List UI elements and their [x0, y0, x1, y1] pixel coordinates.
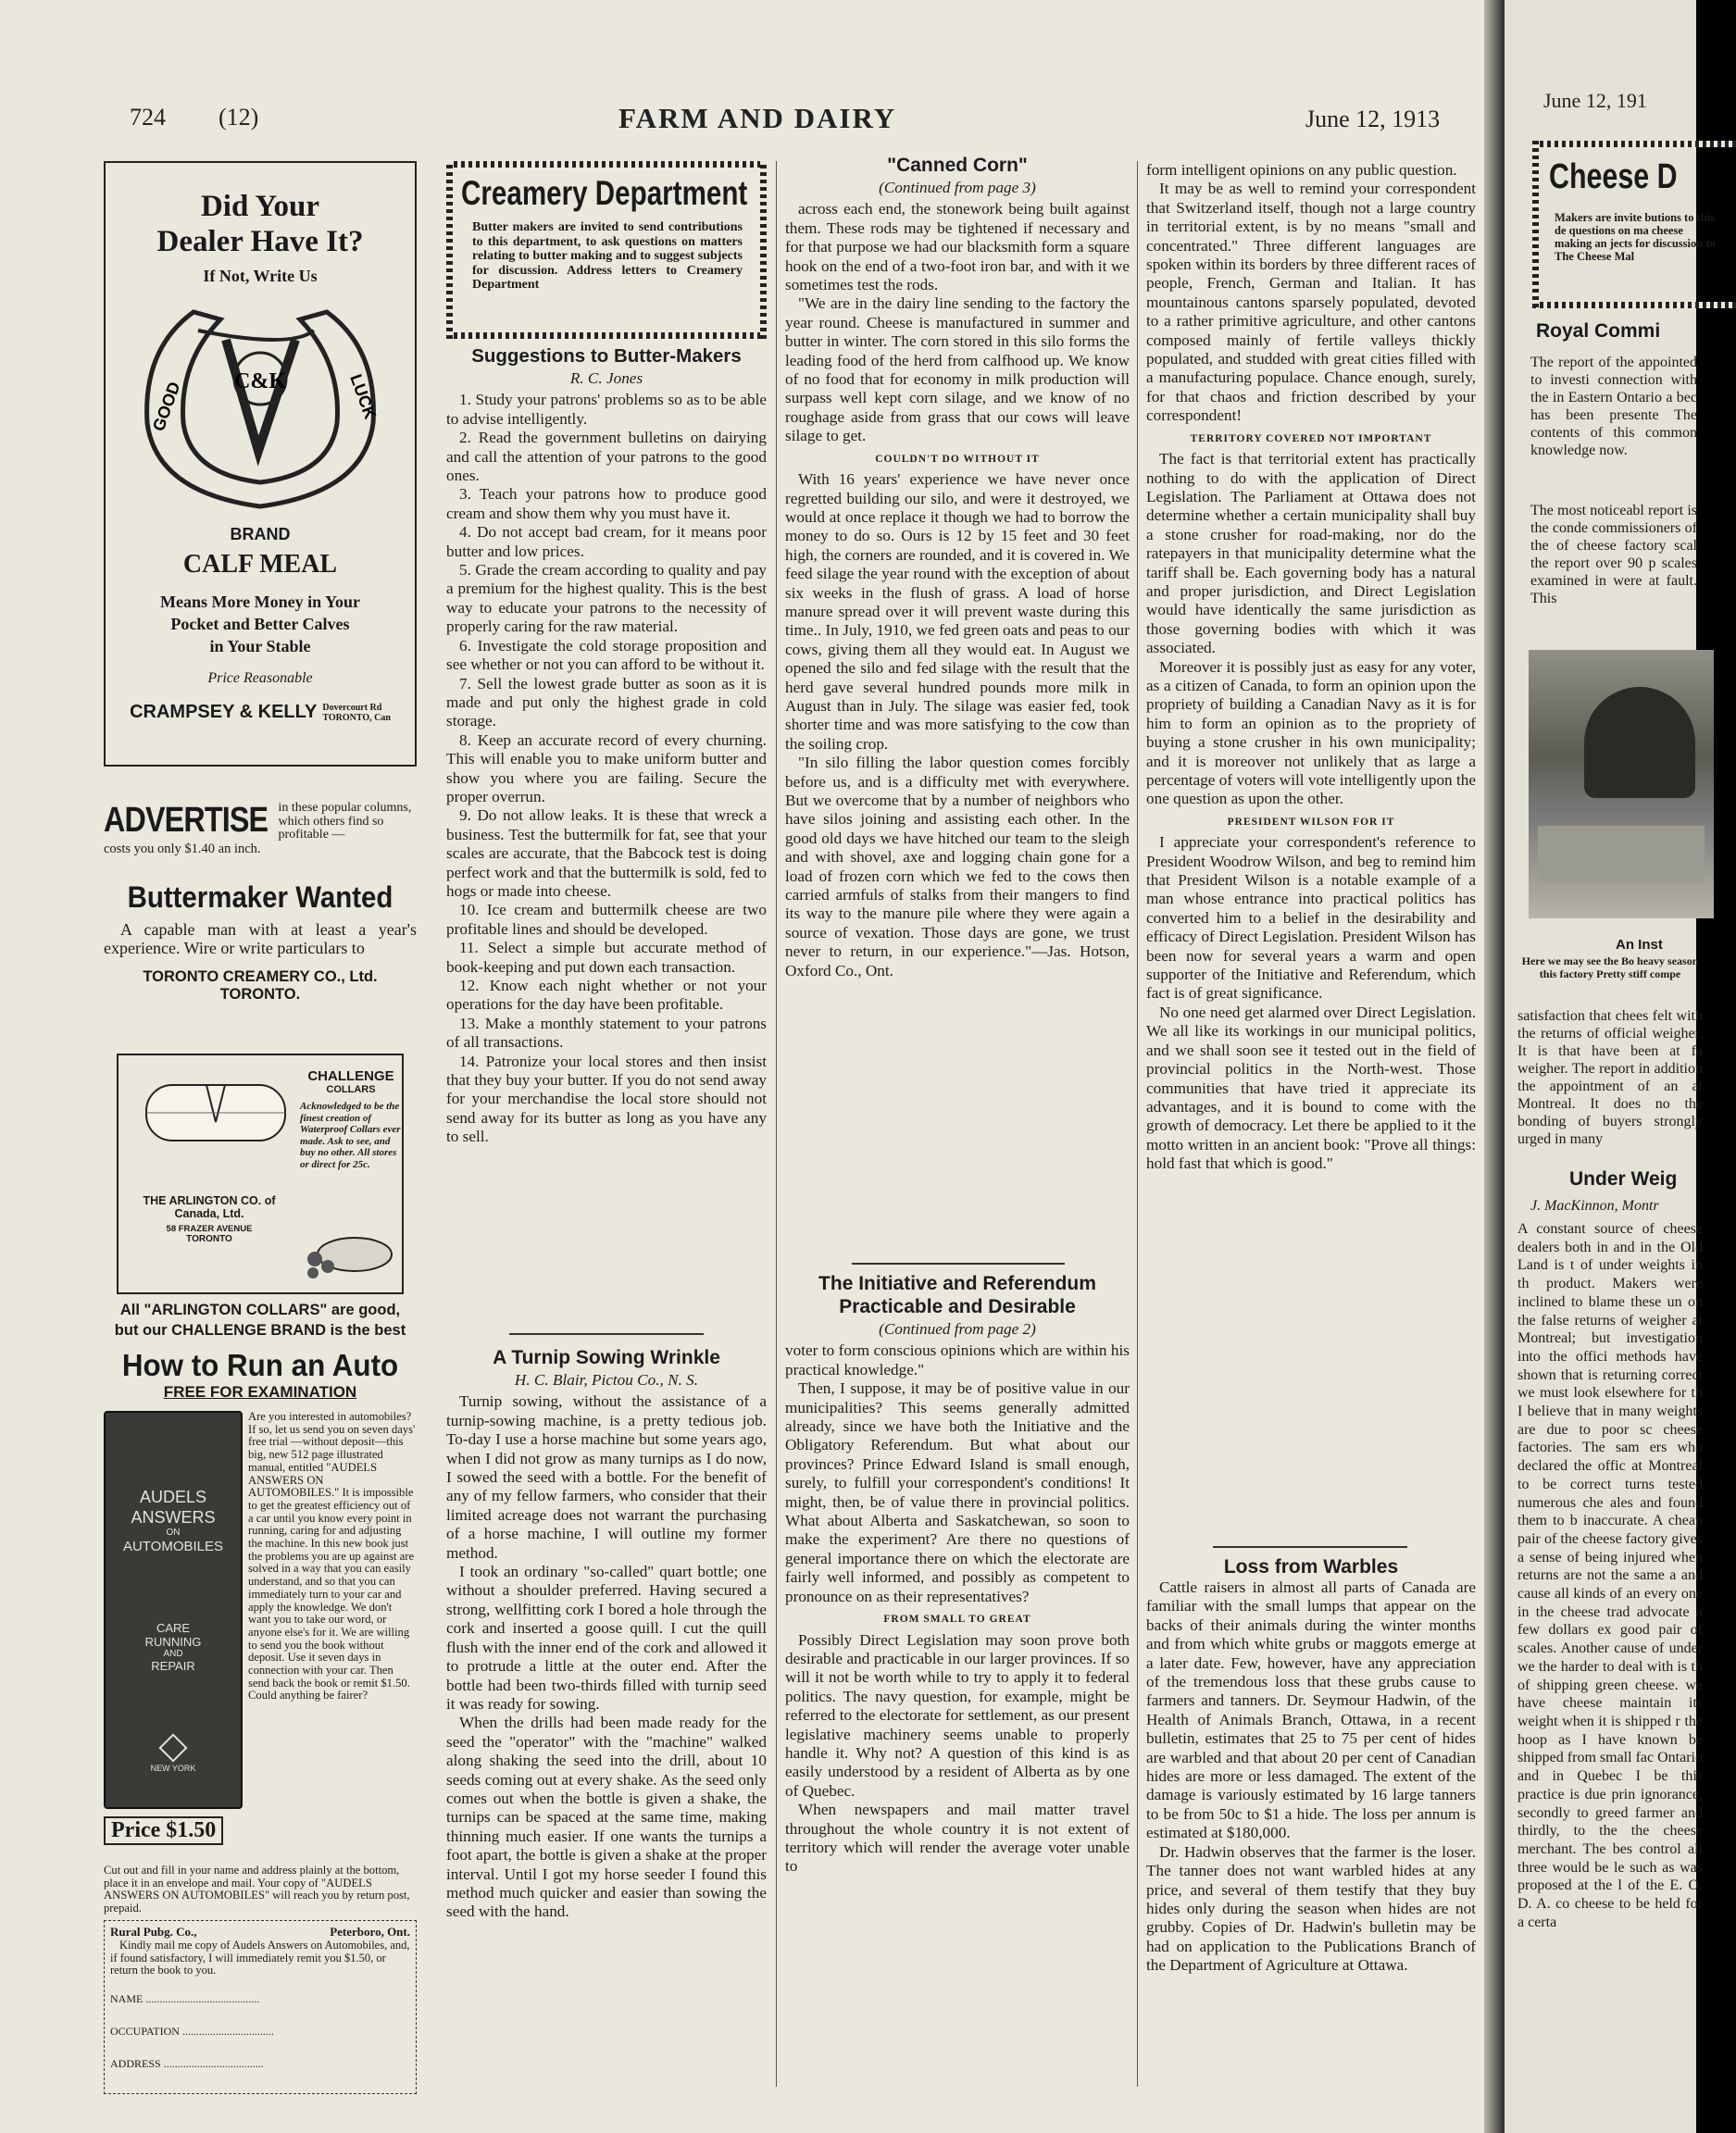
auto-book-ad: [104, 1348, 417, 2094]
book-repair: REPAIR: [151, 1659, 195, 1673]
initiative-title: The Initiative and Referendum Practicable and Desirable: [818, 1273, 1096, 1317]
advertise-word: ADVERTISE: [104, 801, 269, 840]
collars-foot-2: but our CHALLENGE BRAND is the best: [114, 1322, 406, 1339]
cheese-dept-title: Cheese D: [1549, 157, 1678, 196]
coupon-occupation-field[interactable]: OCCUPATION .................................: [110, 2024, 274, 2038]
horseshoe-luck-text: LUCK: [346, 371, 381, 422]
under-weights-text: A constant source of cheese dealers both in and in the Old Land is t of under weights in th product. Makers were inclined to blame these un on the false returns of weigher at Montreal; but investigation into the offici methods have shown that is returning correct we must look elsewhere for th I believe that in many weights are due to poor sc cheese factories. The sam ers who declared the offic at Montreal to be correct turns tested numerous che ales and found them to b inaccurate. A cheap pair of the cheese factory gives a sense of being injured when returns are not the same a and cause all kinds of an every one in the cheese trad advocate a few dollars ex good pair of scales. Another cause of under we the harder to deal with is th of shipping green cheese. we have cheese maintain its weight when it is shipped r the hoop as I have known be shipped from small fac Ontario and in Quebec I be this practice is due prin ignorance, secondly to greed farmer and thirdly, to the the cheese merchant. The bes control all three would be le such as was proposed at the l of the E. O. D. A. co cheese to be held for a certa: [1517, 1221, 1703, 1930]
suggestion-item: 5. Grade the cream according to quality and pay a premium for the highest quality. This is the best way to educate your patrons to the necessity of properly caring for the raw material.: [446, 561, 767, 636]
coupon-name-field[interactable]: NAME .........................................: [110, 1991, 260, 2005]
initiative-paragraph: Then, I suppose, it may be of positive value in our municipalities? This seems generally admitted already, since we have both the Initiative and the Obligatory Referendum. But what about our provinces? Prince Edward Island is small enough, surely, to fulfill your correspondent's conditions! It might, then, be of value there in provincial politics. What about Alberta and Saskatchewan, so soon to make the experiment? Are there no questions of general importance there on which the electorate are fairly well informed, and possibly as competent to pronounce on as their representatives?: [785, 1379, 1130, 1605]
creamery-intro: Butter makers are invited to send contributions to this department, to ask questions on matters relating to butter making and to suggest subjects for discussion. Address letters to Creamery Department: [472, 220, 743, 292]
calf-meal-ad: [104, 161, 417, 767]
creamery-department-box: [446, 161, 767, 339]
ad-line-1: Means More Money in Your: [160, 592, 360, 611]
divider: [852, 1263, 1065, 1265]
collars-footer: [104, 1300, 417, 1341]
collars-text-block: [300, 1068, 402, 1170]
book-running: RUNNING: [144, 1635, 202, 1649]
collars-brand: CHALLENGE: [307, 1068, 394, 1084]
adjacent-page: [1505, 0, 1716, 2133]
initiative-paragraph: Possibly Direct Legislation may soon prove both desirable and practicable in our larger provinces. If so will it not be worth while to try to apply it to federal politics. The navy question, for example, might be referred to the electorate for settlement, as our present legislative machinery seems unable to properly handle it. Why not? A question of this kind is as easily understood by a resident of Alberta as by one of Quebec.: [785, 1630, 1130, 1800]
buttermaker-firm: TORONTO CREAMERY CO., Ltd.: [143, 968, 378, 985]
col4-paragraph: It may be as well to remind your correspondent that Switzerland itself, though not a large country in territorial extent, is by no means "small and concentrated." Three different languages are spoken within its borders by three different races of people, French, German and Italian. It has mountainous cantons sparsely populated, devoted to a rather primitive agriculture, and other cantons composed mainly of fertile valleys thickly populated, and studded with great cities filled with a manufacturing populace. Chance enough, surely, for that chaos and friction described by your correspondent!: [1146, 180, 1476, 425]
initiative-paragraph: When newspapers and mail matter travel throughout the whole country it is not extent of territory which will render the average voter unable to: [785, 1801, 1130, 1876]
book-care: CARE: [156, 1621, 191, 1635]
suggestions-byline: R. C. Jones: [569, 369, 643, 387]
ad-line-2: Pocket and Better Calves: [170, 615, 350, 633]
canned-paragraph: across each end, the stonework being built against them. These rods may be tightened if necessary and for that purpose we had our blacksmith form a square hook on the end of a two-foot iron bar, and with it we sometimes test the rods.: [785, 200, 1130, 294]
collars-text: Acknowledged to be the finest creation of Waterproof Collars ever made. Ask to see, and buy no other. All stores or direct for 25c.: [300, 1101, 401, 1170]
collar-illustration: [137, 1066, 294, 1178]
canned-continued: (Continued from page 3): [879, 179, 1036, 196]
col4-paragraph: form intelligent opinions on any public question.: [1146, 161, 1457, 179]
canned-paragraph: "In silo filling the labor question comes forcibly before us, and is a difficulty met with everywhere. But we overcome that by a number of neighbors who have silos joining and assisting each other. In the good old days we have hitched our team to the sleigh and with shovel, axe and logging chain gone for a load of frozen corn which we fed to the cows then carried armfuls of stalks from their mangers to find its way to the manure pile where they were again a source of vexation. Those days are gone, we trust never to return, in our experience."—Jas. Hotson, Oxford Co., Ont.: [785, 754, 1130, 979]
coupon-body: Kindly mail me copy of Audels Answers on Automobiles, and, if found satisfactory, I will immediately remit you $1.50, or return the book to you.: [110, 1939, 410, 1977]
collars-city: TORONTO: [186, 1234, 232, 1244]
canned-paragraph: "We are in the dairy line sending to the factory the year round. Cheese is manufactured in summer and butter in winter. The corn stored in this silo forms the leading food of the herd from calfhood up. We know of no food that for economy in milk production will surpass well kept corn silage, and we know of no roughage aside from grass that our cows will leave silage to get.: [785, 294, 1130, 445]
column-rule: [776, 161, 777, 2087]
buttermaker-title: Buttermaker Wanted: [127, 880, 393, 914]
buttermaker-wanted-ad: [104, 879, 417, 1004]
warbles-paragraph: Cattle raisers in almost all parts of Canada are familiar with the small lumps that appear on the backs of their animals during the winter months and from which white grubs or maggots emerge at a later date. Few, however, have any appreciation of the tremendous loss that these grubs cause to farmers and tanners. Dr. Seymour Hadwin, of the Health of Animals Branch, Ottawa, in a recent bulletin, estimates that 25 to 75 per cent of hides are warbled and that about 20 per cent of Canadian hides are more or less damaged. The extent of the damage is variously estimated by 16 large tanners to be from 50c to $1 a hide. The loss per annum is estimated at $180,000.: [1146, 1578, 1476, 1842]
royal-title: Royal Commi: [1536, 320, 1661, 342]
turnip-paragraph: Turnip sowing, without the assistance of a turnip-sowing machine, is a pretty tedious job. To-day I use a horse machine but some years ago, when I did not grow as many turnips as I do now, I sowed the seed with a bottle. For the benefit of any of my fellow farmers, who consider that their limited acreage does not warrant the purchasing of a horse machine, I will outline my former method.: [446, 1392, 767, 1562]
cheese-dept-box: [1532, 141, 1736, 307]
collars-firm: THE ARLINGTON CO. of Canada, Ltd.: [143, 1194, 276, 1220]
next-text-3: satisfaction that chees felt with the returns of official weigher. It is that have been at fa weigher. The report in addition the appointment of an at Montreal. It does no the bonding of buyers strongly urged in many: [1517, 1008, 1703, 1147]
suggestion-item: 4. Do not accept bad cream, for it means poor butter and low prices.: [446, 523, 767, 560]
collars-brand-2: COLLARS: [326, 1084, 376, 1095]
book-title-1: AUDELS: [139, 1488, 207, 1506]
turnip-paragraph: I took an ordinary "so-called" quart bottle; one without a shoulder preferred. Having secured a strong, wellfitting cork I bored a hole through the cork and inserted a goose quill. I cut the quill flush with the inner end of the cork and allowed it to protrude a little at the outer end. After the bottle had been two-thirds filled with turnip seed it was ready for sowing.: [446, 1563, 767, 1713]
book-cover: [104, 1411, 243, 1809]
col4-subhead-1: TERRITORY COVERED NOT IMPORTANT: [1190, 432, 1432, 444]
page-number: 724: [130, 104, 166, 131]
factory-photo: [1529, 650, 1714, 918]
canned-title: "Canned Corn": [887, 155, 1028, 176]
ad-headline-1: Did Your: [200, 190, 320, 223]
col4-paragraph: Moreover it is possibly just as easy for any voter, as a citizen of Canada, to form an opinion upon the propriety of building a Canadian Navy as it is for him to form an opinion as to the propriety of buying a stone crusher in his own municipality; and it is moreover not unlikely that as large a percentage of voters will vote intelligently upon the one question as upon the other.: [1146, 657, 1476, 808]
under-weights-title: Under Weig: [1569, 1168, 1678, 1190]
initiative-continuation: [1146, 161, 1476, 1550]
monogram-text: C&K: [234, 369, 286, 393]
section-number: (12): [219, 104, 259, 131]
book-and: AND: [163, 1649, 183, 1659]
turnip-paragraph: When the drills had been made ready for the seed the "operator" with the "machine" walked along shaking the seed into the drill, about 10 seeds coming out at every shake. As the seed only comes out when the bottle is given a shake, the turnips can be spaced at the same time, making thinning much easier. If one wants the turnips a foot apart, the bottle is given a shake at the proper interval. Until I got my horse seeder I found this method much quicker and easier than sowing the seed with the hand.: [446, 1714, 767, 1921]
canned-subhead: COULDN'T DO WITHOUT IT: [875, 453, 1040, 465]
initiative-continued: (Continued from page 2): [879, 1320, 1036, 1338]
creamery-title: Creamery Department: [461, 174, 748, 212]
auto-subtitle: FREE FOR EXAMINATION: [163, 1383, 357, 1401]
good-luck-horseshoe-logo: [106, 293, 415, 525]
under-weights-byline: J. MacKinnon, Montr: [1530, 1198, 1659, 1214]
suggestion-item: 10. Ice cream and buttermilk cheese are two profitable lines and should be developed.: [446, 901, 767, 938]
collars-foot-1: All "ARLINGTON COLLARS" are good,: [119, 1302, 401, 1318]
suggestion-item: 6. Investigate the cold storage proposition and see whether or not you can afford to be without it.: [446, 636, 767, 674]
ad-price-note: Price Reasonable: [207, 670, 313, 686]
auto-cut-instructions: Cut out and fill in your name and address plainly at the bottom, place it in an envelope and mail. Your copy of "AUDELS ANSWERS ON AUTOMOBILES" will reach you by return post, prepaid.: [104, 1864, 410, 1915]
divider: [1213, 1546, 1407, 1548]
ad-subhead: If Not, Write Us: [203, 267, 318, 285]
royal-text-2: The most noticeabl report is the conde commissioners of the of cheese factory scal the report over 90 p scales examined in were at fault. This: [1530, 503, 1697, 606]
ad-product-name: CALF MEAL: [182, 550, 338, 579]
masthead-title: FARM AND DAIRY: [618, 102, 897, 134]
col4-subhead-2: PRESIDENT WILSON FOR IT: [1227, 816, 1395, 828]
cheese-dept-intro: Makers are invite butions to this de questions on ma cheese making an jects for discussion to The Cheese Mal: [1555, 211, 1716, 263]
suggestion-item: 11. Select a simple but accurate method of book-keeping and put down each transaction.: [446, 939, 767, 976]
book-price: Price $1.50: [104, 1816, 223, 1845]
collar-pile-illustration: [294, 1222, 396, 1287]
book-publisher-city: NEW YORK: [150, 1764, 196, 1773]
ad-address: Dovercourt Rd TORONTO, Can: [322, 702, 391, 723]
book-title-2: ANSWERS: [131, 1508, 216, 1527]
canned-corn-article: [785, 154, 1130, 1292]
suggestion-item: 13. Make a monthly statement to your patrons of all transactions.: [446, 1014, 767, 1052]
ad-firm-line: [106, 702, 415, 723]
suggestion-item: 8. Keep an accurate record of every churning. This will enable you to make uniform butter and show you where you are failing. Secure the proper overrun.: [446, 730, 767, 805]
ad-brand-label: BRAND: [230, 525, 291, 543]
auto-body: Are you interested in automobiles? If so, let us send you on seven days' free trial —without deposit—this big, new 512 page illustrated manual, entitled "AUDELS ANSWERS ON AUTOMOBILES." It is impossible to get the greatest efficiency out of a car until you know every point in running, caring for and adjusting the machine. In this new book just the problems you are up against are solved in a way that you can easily understand, and so that you can immediately turn to your car and apply the knowledge. We don't want you to take our word, or anyone else's for it. We are willing to send you the book without deposit. Use it seven days in connection with your car. Then send back the book or remit $1.50. Could anything be fairer?: [248, 1410, 416, 1703]
suggestion-item: 1. Study your patrons' problems so as to be able to advise intelligently.: [446, 391, 767, 428]
book-title-4: AUTOMOBILES: [122, 1539, 224, 1554]
canned-paragraph: With 16 years' experience we have never once regretted building our silo, and were it destroyed, we would at once replace it though we had to borrow the money to do so. Ours is 12 by 15 feet and 30 feet high, the corners are rounded, and it is covered in. We feed silage the year round with the exception of about six weeks in the flush of grass. A load of horse manure spread over it will prevent waste during this time.. In July, 1910, we fed green oats and peas to our cows, giving them all they would eat. In August we opened the silo and fed silage with the result that the herd gave several hundred pounds more milk in August than in July. The silage was easier fed, took shorter time and was more satisfying to the cow than the soiling crop.: [785, 470, 1130, 753]
suggestion-item: 9. Do not allow leaks. It is these that wreck a business. Test the buttermilk for fat, see that your scales are accurate, that the Babcock test is doing perfect work and that the buttermilk is sold, fed to hogs or made into cheese.: [446, 806, 767, 900]
turnip-byline: H. C. Blair, Pictou Co., N. S.: [514, 1371, 699, 1389]
collars-firm-block: [126, 1194, 293, 1244]
ad-headline-2: Dealer Have It?: [156, 225, 364, 258]
advertise-text: in these popular columns, which others find so profitable —: [278, 801, 412, 842]
divider: [509, 1333, 704, 1335]
ad-firm: CRAMPSEY & KELLY: [130, 702, 318, 722]
challenge-collars-ad: [117, 1054, 404, 1294]
book-title-3: ON: [166, 1528, 181, 1538]
advertise-cost: costs you only $1.40 an inch.: [104, 841, 261, 856]
initiative-subhead: FROM SMALL TO GREAT: [883, 1614, 1031, 1626]
book-emblem-icon: [158, 1733, 187, 1762]
ad-line-3: in Your Stable: [209, 637, 311, 655]
photo-caption: Here we may see the Bo heavy season this factory Pretty stiff compe: [1521, 954, 1699, 980]
photo-caption-title: An Inst: [1616, 937, 1663, 953]
auto-coupon[interactable]: [104, 1920, 417, 2094]
warbles-title: Loss from Warbles: [1223, 1556, 1399, 1578]
suggestion-item: 2. Read the government bulletins on dairying and call the attention of your patrons to the good ones.: [446, 429, 767, 485]
suggestion-item: 12. Know each night whether or not your operations for the day have been profitable.: [446, 977, 767, 1014]
initiative-paragraph: voter to form conscious opinions which are within his practical knowledge.": [785, 1341, 1130, 1378]
coupon-header: Rural Pubg. Co., Peterboro, Ont.: [110, 1925, 410, 1939]
suggestion-item: 14. Patronize your local stores and then insist that they buy your butter. If you do not send away for your merchandise the local store should not send away for its butter as long as you have any to sell.: [446, 1052, 767, 1146]
advertise-ad: [104, 802, 417, 855]
column-rule: [1137, 161, 1138, 2087]
turnip-article: [446, 1342, 767, 2083]
initiative-article: [785, 1272, 1130, 2087]
issue-date: June 12, 1913: [1305, 106, 1441, 132]
horseshoe-good-text: GOOD: [148, 379, 184, 434]
col4-paragraph: The fact is that territorial extent has practically nothing to do with the application of Direct Legislation. The Parliament at Ottawa does not determine whether a certain municipality shall buy a stone crusher for road-making, nor do the ratepayers in that municipality determine what the tariff shall be. Each governing body has a natural and proper jurisdiction, and Direct Legislation would have identically the same jurisdiction as those governing bodies with which it was associated.: [1146, 450, 1476, 657]
warbles-article: [1146, 1555, 1476, 2092]
col4-paragraph: I appreciate your correspondent's reference to President Woodrow Wilson, and beg to remind him that President Wilson is a notable example of a man whose entrance into practical politics has converted him to a belief in the desirability and efficacy of Direct Legislation. President Wilson has been now for several years a warm and open supporter of the Initiative and Referendum, which fact is of great significance.: [1146, 833, 1476, 1003]
turnip-title: A Turnip Sowing Wrinkle: [493, 1347, 720, 1368]
buttermaker-city: TORONTO.: [219, 986, 301, 1003]
suggestion-item: 7. Sell the lowest grade butter as soon as it is made and put only the highest grade in cold storage.: [446, 674, 767, 730]
royal-text: The report of the appointed to investi connection with the in Eastern Ontario a bec has been presente The contents of this common knowledge now.: [1530, 355, 1697, 458]
coupon-address-field[interactable]: ADDRESS ....................................: [110, 2056, 264, 2070]
next-date: June 12, 191: [1543, 89, 1647, 112]
page-gutter: [1484, 0, 1505, 2133]
col4-paragraph: No one need get alarmed over Direct Legislation. We all like its workings in our municipal politics, and we shall soon see it tested out in the field of provincial politics in the North-west. Those communities that have tried it appreciate its advantages, and it is bound to come with the growth of democracy. Let there be applied to it the motto written in an ancient book: "Prove all things: hold fast that which is good.": [1146, 1003, 1476, 1173]
suggestion-item: 3. Teach your patrons how to produce good cream and show them why you must have it.: [446, 485, 767, 522]
collars-address: 58 FRAZER AVENUE: [166, 1224, 253, 1234]
auto-title: How to Run an Auto: [121, 1348, 399, 1382]
suggestions-article: [446, 344, 767, 1335]
buttermaker-body: A capable man with at least a year's experience. Wire or write particulars to: [104, 920, 417, 957]
warbles-paragraph: Dr. Hadwin observes that the farmer is the loser. The tanner does not want warbled hides at any price, and several of them testify that they buy hides only during the season when hides are not grubby. Copies of Dr. Hadwin's bulletin may be had on application to the Publications Branch of the Department of Agriculture at Ottawa.: [1146, 1842, 1476, 1975]
suggestions-title: Suggestions to Butter-Makers: [471, 345, 742, 367]
